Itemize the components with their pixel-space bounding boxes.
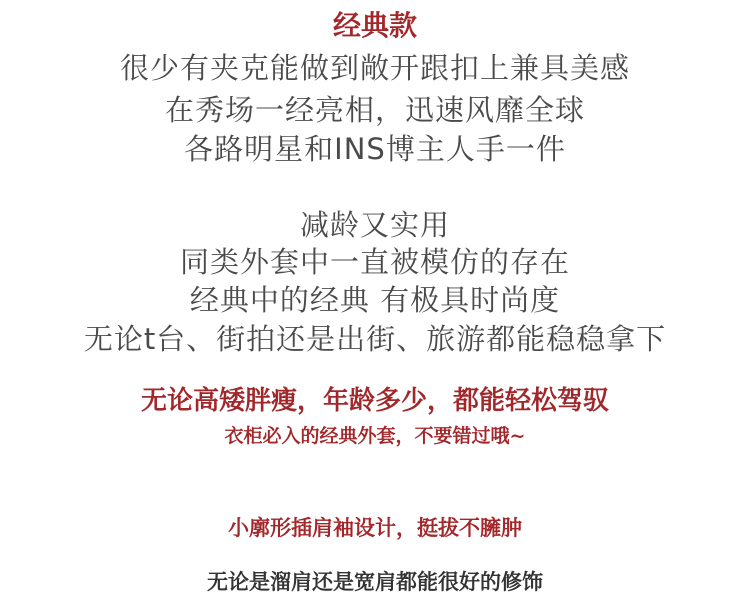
classic-paragraph-1-line-1: 很少有夹克能做到敞开跟扣上兼具美感 [119,51,630,85]
classic-paragraph-2-line-1: 减龄又实用 [299,208,450,242]
fit-subline: 衣柜必入的经典外套，不要错过哦~ [224,425,526,447]
classic-paragraph-1-line-2: 在秀场一经亮相，迅速风靡全球 [164,93,585,127]
shoulder-subline: 无论是溜肩还是宽肩都能很好的修饰 [207,570,543,594]
shoulder-headline: 小廓形插肩袖设计，挺拔不臃肿 [228,516,522,540]
classic-paragraph-2-line-2: 同类外套中一直被模仿的存在 [179,245,570,279]
fit-headline: 无论高矮胖瘦，年龄多少，都能轻松驾驭 [140,386,609,416]
classic-paragraph-1-line-3: 各路明星和INS博主人手一件 [184,132,566,166]
classic-paragraph-2-line-4: 无论t台、街拍还是出街、旅游都能稳稳拿下 [83,322,667,356]
classic-title: 经典款 [332,9,417,42]
classic-paragraph-2-line-3: 经典中的经典 有极具时尚度 [189,283,561,317]
